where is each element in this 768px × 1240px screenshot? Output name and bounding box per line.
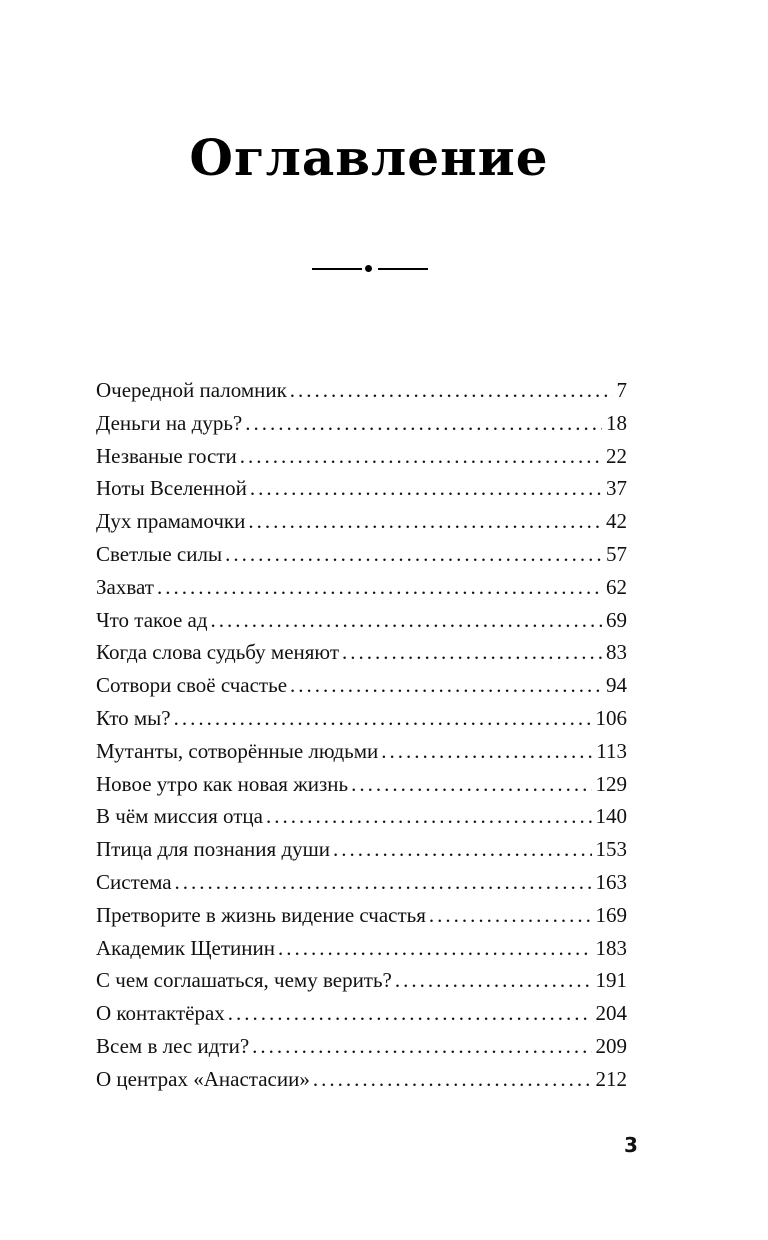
toc-entry-title: Очередной паломник [96, 378, 287, 402]
toc-leader-dots [313, 1063, 592, 1096]
toc-entry[interactable] [96, 702, 627, 735]
toc-entry-page: 129 [595, 771, 627, 796]
toc-entry-page: 22 [606, 443, 627, 468]
toc-entry[interactable] [96, 1030, 627, 1063]
toc-leader-dots [174, 702, 592, 735]
toc-leader-dots [381, 735, 592, 768]
toc-entry-title: Что такое ад [96, 607, 208, 632]
toc-entry-title: Птица для познания души [96, 837, 331, 862]
ornament-line-left [312, 268, 362, 270]
toc-entry-title: Академик Щетинин [96, 935, 275, 960]
table-of-contents [96, 374, 627, 1096]
page-number: 3 [624, 1133, 638, 1157]
toc-entry[interactable] [96, 669, 627, 702]
toc-entry[interactable] [96, 505, 627, 538]
toc-entry-page: 37 [606, 476, 627, 501]
toc-entry[interactable] [96, 407, 627, 440]
toc-entry-title: Новое утро как новая жизнь [96, 771, 349, 796]
toc-leader-dots [429, 899, 592, 932]
ornament-line-right [378, 268, 428, 270]
toc-entry-page: 94 [606, 673, 627, 698]
toc-entry-title: Светлые силы [96, 541, 223, 566]
toc-entry[interactable] [96, 866, 627, 899]
toc-entry-title: Незваные гости [96, 443, 237, 468]
toc-entry[interactable] [96, 604, 627, 637]
toc-leader-dots [228, 997, 592, 1030]
toc-entry-page: 83 [606, 640, 627, 665]
toc-entry-title: Дух прамамочки [96, 509, 246, 534]
toc-leader-dots [248, 505, 602, 538]
toc-entry-page: 204 [595, 1001, 627, 1026]
toc-entry-page: 191 [595, 968, 627, 993]
toc-entry[interactable] [96, 571, 627, 604]
toc-entry-page: 18 [606, 410, 627, 435]
toc-entry[interactable] [96, 899, 627, 932]
toc-entry-title: Захват [96, 574, 154, 599]
toc-entry-title: В чём миссия отца [96, 804, 263, 829]
toc-entry-page: 212 [595, 1066, 627, 1091]
toc-entry-page: 57 [606, 541, 627, 566]
toc-entry-page: 42 [606, 509, 627, 534]
toc-entry-page: 106 [595, 705, 627, 730]
toc-entry-title: Когда слова судьбу меняют [96, 640, 340, 665]
toc-entry[interactable] [96, 1063, 627, 1096]
toc-leader-dots [225, 538, 602, 571]
toc-entry-title: Кто мы? [96, 705, 171, 730]
toc-entry-page: 209 [595, 1033, 627, 1058]
toc-entry-title: Ноты Вселенной [96, 476, 247, 501]
toc-entry-title: О контактёрах [96, 1001, 225, 1026]
toc-entry[interactable] [96, 833, 627, 866]
title-ornament [312, 262, 428, 274]
toc-leader-dots [240, 440, 602, 473]
toc-leader-dots [250, 472, 602, 505]
toc-entry-page: 169 [595, 902, 627, 927]
toc-entry[interactable] [96, 964, 627, 997]
toc-leader-dots [211, 604, 602, 637]
toc-leader-dots [342, 636, 602, 669]
toc-leader-dots [245, 407, 602, 440]
toc-entry-title: Деньги на дурь? [96, 410, 243, 435]
toc-entry[interactable] [96, 997, 627, 1030]
toc-entry[interactable] [96, 440, 627, 473]
toc-entry[interactable] [96, 374, 627, 407]
toc-leader-dots [266, 800, 592, 833]
toc-entry[interactable] [96, 538, 627, 571]
toc-entry-title: Сотвори своё счастье [96, 673, 288, 698]
toc-leader-dots [278, 932, 592, 965]
page-title: Оглавление [189, 128, 549, 187]
toc-entry-title: С чем соглашаться, чему верить? [96, 968, 392, 993]
toc-entry-page: 183 [595, 935, 627, 960]
toc-entry-page: 163 [595, 869, 627, 894]
toc-entry[interactable] [96, 636, 627, 669]
toc-entry[interactable] [96, 472, 627, 505]
toc-entry-page: 69 [606, 607, 627, 632]
toc-leader-dots [157, 571, 602, 604]
toc-entry-title: Мутанты, сотворённые людьми [96, 738, 379, 763]
toc-leader-dots [252, 1030, 591, 1063]
toc-entry-title: Система [96, 869, 172, 894]
toc-entry[interactable] [96, 800, 627, 833]
ornament-dot [365, 265, 372, 272]
toc-entry-title: Всем в лес идти? [96, 1033, 250, 1058]
toc-entry[interactable] [96, 735, 627, 768]
toc-entry-page: 113 [596, 738, 627, 763]
toc-leader-dots [351, 768, 591, 801]
toc-leader-dots [290, 374, 613, 407]
toc-entry-title: Претворите в жизнь видение счастья [96, 902, 426, 927]
toc-leader-dots [395, 964, 592, 997]
toc-entry-page: 62 [606, 574, 627, 599]
toc-leader-dots [333, 833, 591, 866]
toc-entry[interactable] [96, 932, 627, 965]
toc-entry[interactable] [96, 768, 627, 801]
toc-entry-title: О центрах «Анастасии» [96, 1066, 310, 1091]
toc-leader-dots [290, 669, 602, 702]
toc-entry-page: 7 [616, 378, 627, 402]
toc-entry-page: 153 [595, 837, 627, 862]
toc-leader-dots [175, 866, 592, 899]
toc-entry-page: 140 [595, 804, 627, 829]
